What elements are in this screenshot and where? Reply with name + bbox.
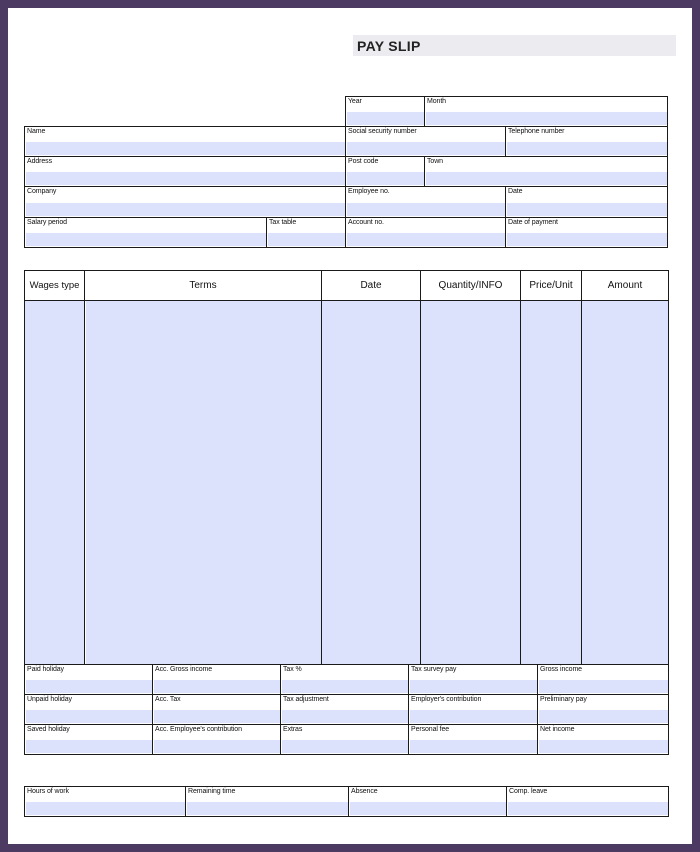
employers-contribution-label: Employer's contribution bbox=[411, 696, 482, 703]
unpaid-holiday-label: Unpaid holiday bbox=[27, 696, 72, 703]
telephone-field[interactable] bbox=[505, 126, 668, 156]
date-label: Date bbox=[508, 188, 523, 195]
acc-tax-field[interactable] bbox=[152, 694, 280, 724]
absence-field[interactable] bbox=[348, 786, 506, 817]
employee-no-label: Employee no. bbox=[348, 188, 390, 195]
extras-field[interactable] bbox=[280, 724, 408, 755]
personal-fee-field[interactable] bbox=[408, 724, 537, 755]
personal-fee-label: Personal fee bbox=[411, 726, 450, 733]
town-label: Town bbox=[427, 158, 443, 165]
address-label: Address bbox=[27, 158, 52, 165]
company-label: Company bbox=[27, 188, 57, 195]
ssn-label: Social security number bbox=[348, 128, 417, 135]
tax-percent-label: Tax % bbox=[283, 666, 302, 673]
gross-income-label: Gross income bbox=[540, 666, 582, 673]
preliminary-pay-field[interactable] bbox=[537, 694, 669, 724]
comp-leave-label: Comp. leave bbox=[509, 788, 548, 795]
pay-slip-page bbox=[8, 8, 692, 844]
post-code-field[interactable] bbox=[345, 156, 424, 186]
year-field[interactable] bbox=[345, 96, 424, 126]
hours-of-work-label: Hours of work bbox=[27, 788, 69, 795]
terms-column[interactable] bbox=[86, 301, 321, 664]
acc-gross-income-field[interactable] bbox=[152, 664, 280, 694]
tax-table-field[interactable] bbox=[266, 217, 345, 248]
remaining-time-label: Remaining time bbox=[188, 788, 236, 795]
date-of-payment-field[interactable] bbox=[505, 217, 668, 248]
net-income-field[interactable] bbox=[537, 724, 669, 755]
page-title: PAY SLIP bbox=[357, 38, 421, 54]
col-header-amount: Amount bbox=[607, 280, 643, 291]
col-header-date: Date bbox=[360, 280, 382, 291]
month-label: Month bbox=[427, 98, 446, 105]
name-label: Name bbox=[27, 128, 46, 135]
acc-employee-contribution-label: Acc. Employee's contribution bbox=[155, 726, 242, 733]
tax-table-label: Tax table bbox=[269, 219, 297, 226]
date-of-payment-label: Date of payment bbox=[508, 219, 558, 226]
name-field[interactable] bbox=[24, 126, 345, 156]
wages-type-column[interactable] bbox=[25, 301, 84, 664]
account-no-label: Account no. bbox=[348, 219, 384, 226]
net-income-label: Net income bbox=[540, 726, 575, 733]
tax-adjustment-field[interactable] bbox=[280, 694, 408, 724]
ssn-field[interactable] bbox=[345, 126, 505, 156]
company-field[interactable] bbox=[24, 186, 345, 217]
month-field[interactable] bbox=[424, 96, 668, 126]
col-header-wages-type: Wages type bbox=[29, 279, 80, 291]
title-bar bbox=[353, 35, 676, 56]
acc-gross-income-label: Acc. Gross income bbox=[155, 666, 213, 673]
tax-adjustment-label: Tax adjustment bbox=[283, 696, 329, 703]
paid-holiday-label: Paid holiday bbox=[27, 666, 64, 673]
col-header-quantity: Quantity/INFO bbox=[438, 280, 503, 291]
remaining-time-field[interactable] bbox=[185, 786, 348, 817]
salary-period-field[interactable] bbox=[24, 217, 266, 248]
address-field[interactable] bbox=[24, 156, 345, 186]
employers-contribution-field[interactable] bbox=[408, 694, 537, 724]
hours-of-work-field[interactable] bbox=[24, 786, 185, 817]
saved-holiday-field[interactable] bbox=[24, 724, 152, 755]
date-field[interactable] bbox=[505, 186, 668, 217]
preliminary-pay-label: Preliminary pay bbox=[540, 696, 587, 703]
absence-label: Absence bbox=[351, 788, 378, 795]
post-code-label: Post code bbox=[348, 158, 379, 165]
acc-employee-contribution-field[interactable] bbox=[152, 724, 280, 755]
amount-column[interactable] bbox=[582, 301, 668, 664]
account-no-field[interactable] bbox=[345, 217, 505, 248]
tax-survey-pay-label: Tax survey pay bbox=[411, 666, 457, 673]
price-unit-column[interactable] bbox=[521, 301, 581, 664]
employee-no-field[interactable] bbox=[345, 186, 505, 217]
year-label: Year bbox=[348, 98, 362, 105]
col-header-terms: Terms bbox=[189, 280, 217, 291]
town-field[interactable] bbox=[424, 156, 668, 186]
gross-income-field[interactable] bbox=[537, 664, 669, 694]
saved-holiday-label: Saved holiday bbox=[27, 726, 70, 733]
tax-survey-pay-field[interactable] bbox=[408, 664, 537, 694]
paid-holiday-field[interactable] bbox=[24, 664, 152, 694]
date-column[interactable] bbox=[322, 301, 420, 664]
telephone-label: Telephone number bbox=[508, 128, 565, 135]
acc-tax-label: Acc. Tax bbox=[155, 696, 181, 703]
tax-percent-field[interactable] bbox=[280, 664, 408, 694]
col-header-price-unit: Price/Unit bbox=[529, 280, 573, 291]
extras-label: Extras bbox=[283, 726, 303, 733]
quantity-column[interactable] bbox=[421, 301, 520, 664]
comp-leave-field[interactable] bbox=[506, 786, 669, 817]
unpaid-holiday-field[interactable] bbox=[24, 694, 152, 724]
salary-period-label: Salary period bbox=[27, 219, 67, 226]
